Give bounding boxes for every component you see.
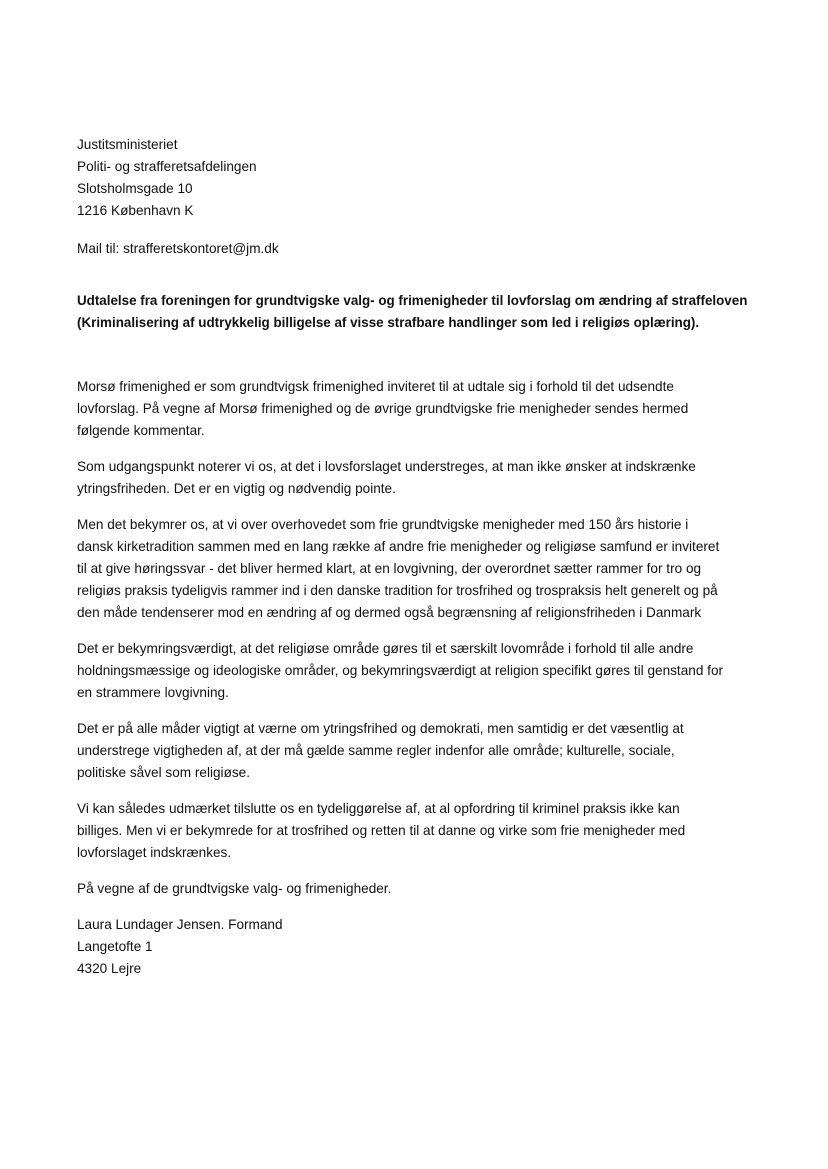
paragraph-line: På vegne af de grundtvigske valg- og frimenigheder. [77, 881, 392, 896]
signature-name: Laura Lundager Jensen. Formand [77, 917, 283, 932]
recipient-city: 1216 København K [77, 203, 194, 218]
paragraph-line: ytringsfriheden. Det er en vigtig og nødvendig pointe. [77, 481, 396, 496]
paragraph-invitation [77, 376, 747, 442]
paragraph-starting-point [77, 456, 747, 500]
paragraph-line: Vi kan således udmærket tilslutte os en tydeliggørelse af, at al opfordring til kriminel praksis ikke kan [77, 801, 680, 816]
paragraph-line: følgende kommentar. [77, 423, 205, 438]
paragraph-line: til at give høringssvar - det bliver hermed klart, at en lovgivning, der overordnet sætter rammer for tro og [77, 561, 702, 576]
paragraph-line: understrege vigtigheden af, at der må gælde samme regler indenfor alle område; kulturelle, sociale, [77, 743, 675, 758]
paragraph-line: dansk kirketradition sammen med en lang række af andre frie menigheder og religiøse samfund er inviteret [77, 539, 720, 554]
paragraph-line: Men det bekymrer os, at vi over overhovedet som frie grundtvigske menigheder med 150 års historie i [77, 517, 689, 532]
signature-block [77, 914, 747, 980]
paragraph-line: Som udgangspunkt noterer vi os, at det i lovsforslaget understreges, at man ikke ønsker at indskrænke [77, 459, 696, 474]
letter-page [77, 134, 747, 980]
mail-line [77, 238, 747, 260]
signature-city: 4320 Lejre [77, 961, 142, 976]
subject-line-1: Udtalelse fra foreningen for grundtvigske valg- og frimenigheder til lovforslag om ændring af straffeloven [77, 293, 748, 308]
letter-subject [77, 290, 747, 334]
paragraph-conclusion [77, 798, 747, 864]
paragraph-closing [77, 878, 747, 900]
paragraph-line: politiske såvel som religiøse. [77, 765, 251, 780]
recipient-address [77, 134, 747, 222]
paragraph-line: Det er bekymringsværdigt, at det religiøse område gøres til et særskilt lovområde i forhold til alle andre [77, 641, 694, 656]
paragraph-line: Morsø frimenighed er som grundtvigsk frimenighed inviteret til at udtale sig i forhold til det udsendte [77, 379, 674, 394]
recipient-department: Politi- og strafferetsafdelingen [77, 159, 257, 174]
recipient-street: Slotsholmsgade 10 [77, 181, 193, 196]
letter-body [77, 376, 747, 900]
recipient-name: Justitsministeriet [77, 137, 178, 152]
paragraph-worrying [77, 638, 747, 704]
paragraph-concern [77, 514, 747, 624]
paragraph-line: en strammere lovgivning. [77, 685, 229, 700]
paragraph-line: religiøs praksis tydeligvis rammer ind i den danske tradition for trosfrihed og trospraksis helt generelt og på [77, 583, 718, 598]
paragraph-line: lovforslag. På vegne af Morsø frimenighed og de øvrige grundtvigske frie menigheder sendes hermed [77, 401, 689, 416]
paragraph-line: lovforslaget indskrænkes. [77, 845, 232, 860]
paragraph-line: billiges. Men vi er bekymrede for at trosfrihed og retten til at danne og virke som frie menigheder med [77, 823, 686, 838]
paragraph-line: Det er på alle måder vigtigt at værne om ytringsfrihed og demokrati, men samtidig er det væsentlig at [77, 721, 684, 736]
paragraph-line: holdningsmæssige og ideologiske områder, og bekymringsværdigt at religion specifikt gøres til genstand for [77, 663, 724, 678]
signature-street: Langetofte 1 [77, 939, 153, 954]
mail-address: Mail til: strafferetskontoret@jm.dk [77, 241, 279, 256]
subject-line-2: (Kriminalisering af udtrykkelig billigelse af visse strafbare handlinger som led i religiøs oplæring). [77, 315, 700, 330]
paragraph-democracy [77, 718, 747, 784]
paragraph-line: den måde tendenserer mod en ændring af og dermed også begrænsning af religionsfriheden i Danmark [77, 605, 702, 620]
